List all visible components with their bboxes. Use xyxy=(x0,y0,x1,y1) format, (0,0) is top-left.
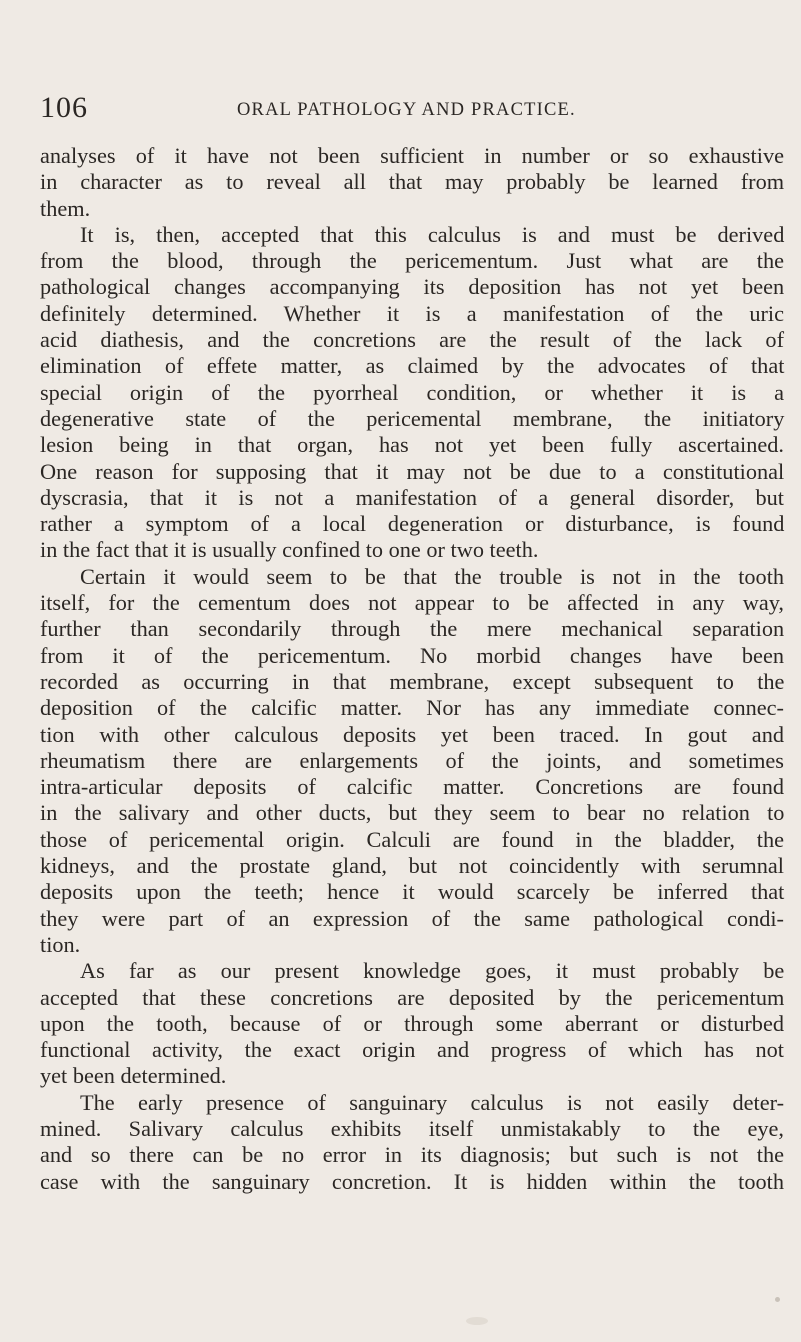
text-line: upon the tooth, because of or through some aberrant or disturbed xyxy=(40,1010,784,1036)
text-line: special origin of the pyorrheal condition, or whether it is a xyxy=(40,379,784,405)
text-line: pathological changes accompanying its deposition has not yet been xyxy=(40,274,785,300)
text-line: lesion being in that organ, has not yet been fully ascertained. xyxy=(40,432,784,458)
text-line: tion. xyxy=(40,931,81,957)
text-line: recorded as occurring in that membrane, except subsequent to the xyxy=(40,668,785,694)
text-line: those of pericemental origin. Calculi are found in the bladder, the xyxy=(40,826,784,852)
running-title: ORAL PATHOLOGY AND PRACTICE. xyxy=(237,100,576,120)
text-line: and so there can be no error in its diagnosis; but such is not the xyxy=(40,1142,785,1168)
text-line: mined. Salivary calculus exhibits itself unmistakably to the eye, xyxy=(40,1115,784,1141)
text-line: tion with other calculous deposits yet been traced. In gout and xyxy=(40,721,784,747)
text-line: case with the sanguinary concretion. It is hidden within the tooth xyxy=(40,1168,784,1194)
text-line: elimination of effete matter, as claimed by the advocates of that xyxy=(40,353,785,379)
text-line: dyscrasia, that it is not a manifestation of a general disorder, but xyxy=(40,484,784,510)
text-line: rather a symptom of a local degeneration or disturbance, is found xyxy=(40,511,785,537)
text-line: acid diathesis, and the concretions are the result of the lack of xyxy=(40,327,784,353)
text-line: further than secondarily through the mere mechanical separation xyxy=(40,616,785,642)
text-line: from the blood, through the pericementum. Just what are the xyxy=(40,248,784,274)
text-line: deposits upon the teeth; hence it would scarcely be inferred that xyxy=(40,879,785,905)
page-number: 106 xyxy=(40,91,88,124)
paragraph xyxy=(40,222,784,564)
text-line: deposition of the calcific matter. Nor has any immediate connec- xyxy=(40,695,784,721)
text-line: in the salivary and other ducts, but they seem to bear no relation to xyxy=(40,800,785,826)
text-line: It is, then, accepted that this calculus is and must be derived xyxy=(80,221,785,247)
paragraph xyxy=(40,958,784,1089)
text-line: Certain it would seem to be that the trouble is not in the tooth xyxy=(80,563,785,589)
text-line: them. xyxy=(40,195,91,221)
paper-blemish xyxy=(775,1297,780,1302)
paragraph xyxy=(40,143,784,222)
text-line: in the fact that it is usually confined to one or two teeth. xyxy=(40,537,539,563)
text-line: intra-articular deposits of calcific matter. Concretions are found xyxy=(40,774,784,800)
paragraph xyxy=(40,1090,784,1195)
text-line: definitely determined. Whether it is a manifestation of the uric xyxy=(40,300,784,326)
text-line: rheumatism there are enlargements of the joints, and sometimes xyxy=(40,747,784,773)
paragraph xyxy=(40,564,784,958)
text-line: yet been determined. xyxy=(40,1063,227,1089)
running-head xyxy=(40,90,780,130)
text-line: accepted that these concretions are deposited by the pericementum xyxy=(40,984,785,1010)
text-line: in character as to reveal all that may probably be learned from xyxy=(40,169,785,195)
text-line: kidneys, and the prostate gland, but not coincidently with serumnal xyxy=(40,853,784,879)
text-line: analyses of it have not been sufficient in number or so exhaustive xyxy=(40,143,784,168)
text-line: degenerative state of the pericemental membrane, the initiatory xyxy=(40,405,785,431)
text-line: One reason for supposing that it may not be due to a constitutional xyxy=(40,458,785,484)
text-line: As far as our present knowledge goes, it must probably be xyxy=(80,958,785,984)
text-line: itself, for the cementum does not appear to be affected in any way, xyxy=(40,590,784,616)
text-line: functional activity, the exact origin and progress of which has not xyxy=(40,1037,784,1063)
text-line: The early presence of sanguinary calculus is not easily deter- xyxy=(80,1089,784,1115)
body-text xyxy=(40,143,784,1195)
text-line: they were part of an expression of the same pathological condi- xyxy=(40,905,784,931)
paper-blemish xyxy=(466,1317,488,1325)
text-line: from it of the pericementum. No morbid changes have been xyxy=(40,642,784,668)
